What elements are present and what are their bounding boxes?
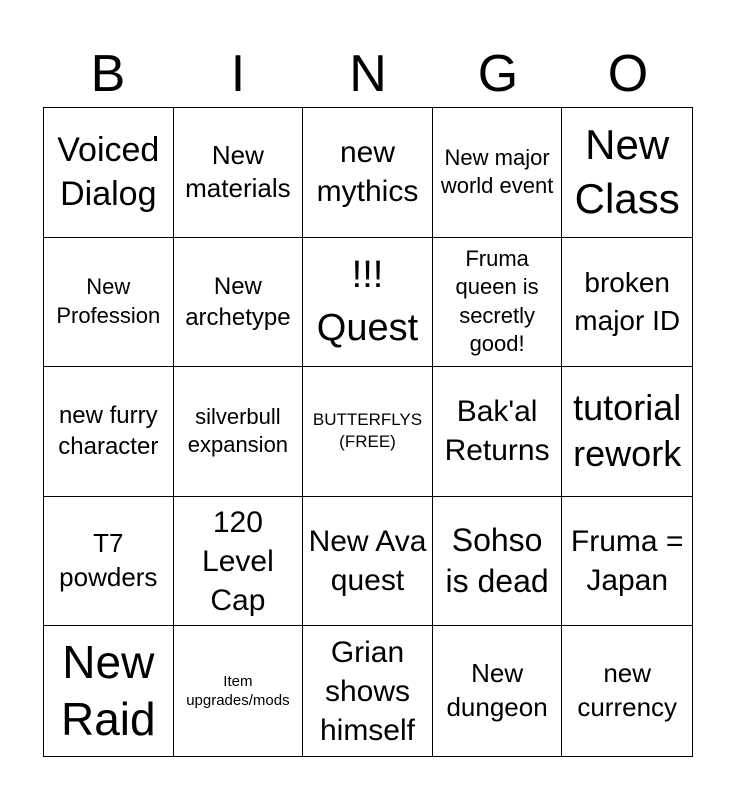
bingo-cell[interactable]: Item upgrades/mods [174, 626, 304, 756]
bingo-cell[interactable]: New archetype [174, 238, 304, 368]
bingo-cell[interactable]: New Ava quest [303, 497, 433, 627]
bingo-cell[interactable]: 120 Level Cap [174, 497, 304, 627]
bingo-cell[interactable]: broken major ID [562, 238, 692, 368]
bingo-cell[interactable]: new mythics [303, 108, 433, 238]
header-letter-i: I [230, 45, 246, 103]
header-letter-n: N [349, 45, 387, 103]
bingo-cell[interactable]: new furry character [44, 367, 174, 497]
bingo-cell[interactable]: Voiced Dialog [44, 108, 174, 238]
bingo-cell[interactable]: Sohso is dead [433, 497, 563, 627]
bingo-cell[interactable]: tutorial rework [562, 367, 692, 497]
bingo-cell[interactable]: Grian shows himself [303, 626, 433, 756]
bingo-cell[interactable]: BUTTERFLYS (FREE) [303, 367, 433, 497]
bingo-cell[interactable]: New materials [174, 108, 304, 238]
bingo-cell[interactable]: New dungeon [433, 626, 563, 756]
bingo-cell[interactable]: New major world event [433, 108, 563, 238]
header-letter-g: G [477, 45, 519, 103]
bingo-cell[interactable]: T7 powders [44, 497, 174, 627]
bingo-cell[interactable]: !!! Quest [303, 238, 433, 368]
bingo-cell[interactable]: Fruma queen is secretly good! [433, 238, 563, 368]
bingo-cell[interactable]: Bak'al Returns [433, 367, 563, 497]
bingo-cell[interactable]: New Class [562, 108, 692, 238]
bingo-cell[interactable]: new currency [577, 658, 678, 723]
bingo-grid [43, 107, 693, 757]
bingo-header [43, 40, 693, 108]
header-letter-b: B [90, 45, 126, 103]
header-letter-o: O [607, 45, 649, 103]
bingo-cell[interactable]: New Profession [44, 238, 174, 368]
bingo-cell[interactable]: silverbull expansion [174, 367, 304, 497]
bingo-cell[interactable]: Fruma = Japan [562, 497, 692, 627]
bingo-cell[interactable]: New Raid [44, 626, 174, 756]
